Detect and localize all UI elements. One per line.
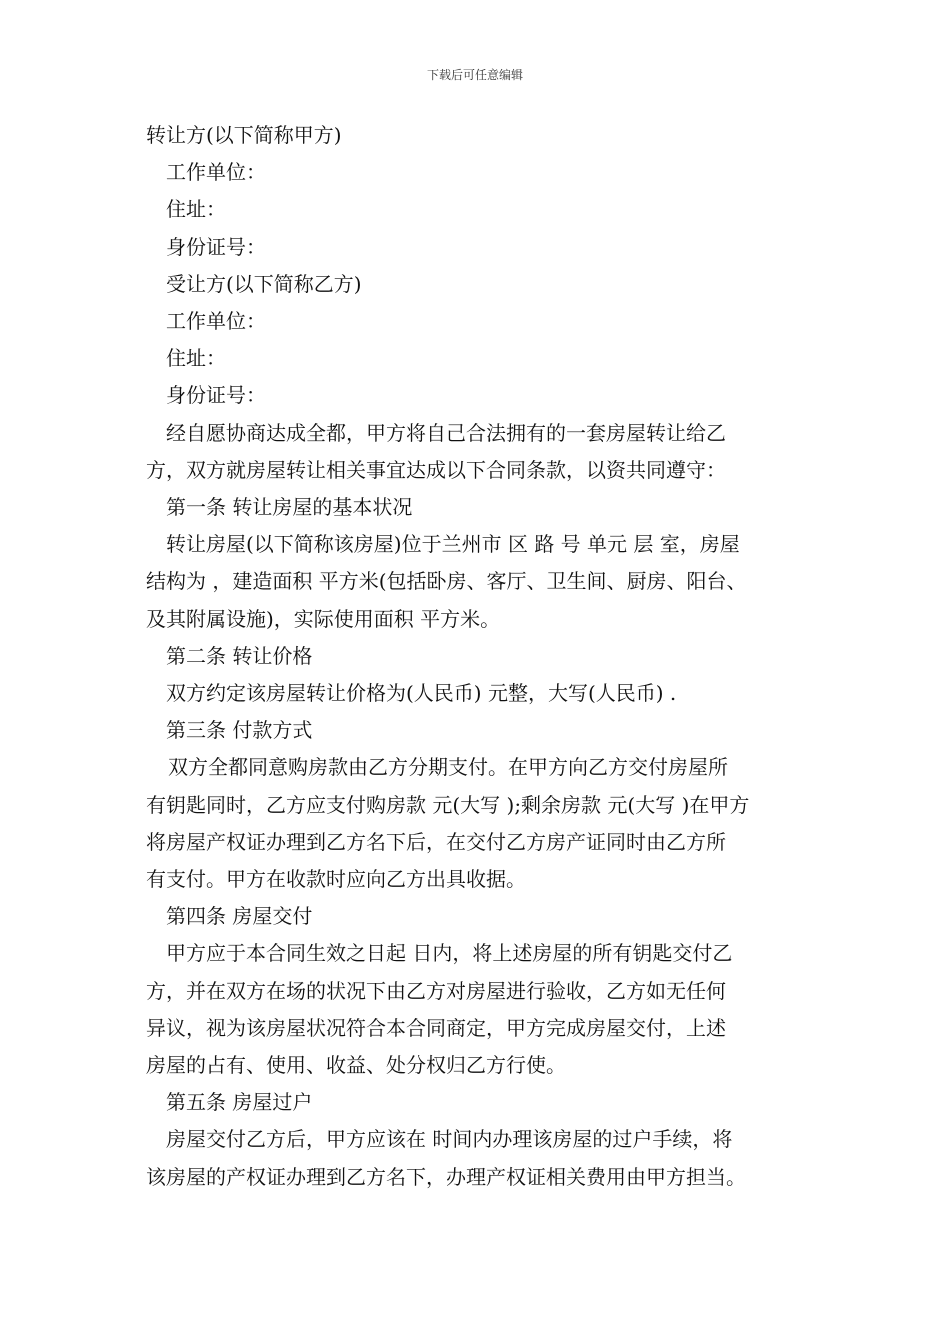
article-4-heading: 第四条 房屋交付 xyxy=(166,904,313,929)
party-b-address: 住址： xyxy=(166,346,226,371)
article-1-heading: 第一条 转让房屋的基本状况 xyxy=(166,495,413,520)
preamble-line: 方，双方就房屋转让相关事宜达成以下合同条款，以资共同遵守： xyxy=(146,457,726,482)
article-5-line: 该房屋的产权证办理到乙方名下，办理产权证相关费用由甲方担当。 xyxy=(146,1164,746,1189)
party-a-heading: 转让方(以下简称甲方) xyxy=(146,123,342,147)
article-4-line: 方，并在双方在场的状况下由乙方对房屋进行验收，乙方如无任何 xyxy=(146,978,726,1003)
party-b-id-number: 身份证号： xyxy=(166,383,266,408)
document-body xyxy=(146,117,826,1196)
party-a-work-unit: 工作单位： xyxy=(166,160,266,185)
article-3-line: 有支付。甲方在收款时应向乙方出具收据。 xyxy=(146,867,526,892)
article-3-line: 将房屋产权证办理到乙方名下后，在交付乙方房产证同时由乙方所 xyxy=(146,829,726,854)
article-4-line: 甲方应于本合同生效之日起 日内，将上述房屋的所有钥匙交付乙 xyxy=(166,941,733,966)
article-3-line: 有钥匙同时，乙方应支付购房款 元(大写 );剩余房款 元(大写 )在甲方 xyxy=(146,792,750,817)
party-b-heading: 受让方(以下简称乙方) xyxy=(166,271,362,296)
article-2-heading: 第二条 转让价格 xyxy=(166,643,313,668)
party-a-id-number: 身份证号： xyxy=(166,234,266,259)
article-3-heading: 第三条 付款方式 xyxy=(166,718,313,743)
preamble-line: 经自愿协商达成全都，甲方将自己合法拥有的一套房屋转让给乙 xyxy=(166,420,726,445)
article-1-line: 及其附属设施)，实际使用面积 平方米。 xyxy=(146,606,501,631)
party-b-work-unit: 工作单位： xyxy=(166,309,266,334)
article-1-line: 转让房屋(以下简称该房屋)位于兰州市 区 路 号 单元 层 室，房屋 xyxy=(166,532,740,557)
article-3-line: 双方全都同意购房款由乙方分期支付。在甲方向乙方交付房屋所 xyxy=(168,755,728,780)
page-header: 下载后可任意编辑 xyxy=(426,68,523,82)
party-a-address: 住址： xyxy=(166,197,226,222)
article-4-line: 异议，视为该房屋状况符合本合同商定，甲方完成房屋交付，上述 xyxy=(146,1015,726,1040)
article-5-line: 房屋交付乙方后，甲方应该在 时间内办理该房屋的过户手续，将 xyxy=(166,1127,733,1152)
article-5-heading: 第五条 房屋过户 xyxy=(166,1090,313,1115)
article-1-line: 结构为 ，建造面积 平方米(包括卧房、客厅、卫生间、厨房、阳台、 xyxy=(146,569,747,594)
article-2-line: 双方约定该房屋转让价格为(人民币) 元整，大写(人民币) . xyxy=(166,681,677,706)
article-4-line: 房屋的占有、使用、收益、处分权归乙方行使。 xyxy=(146,1053,566,1078)
